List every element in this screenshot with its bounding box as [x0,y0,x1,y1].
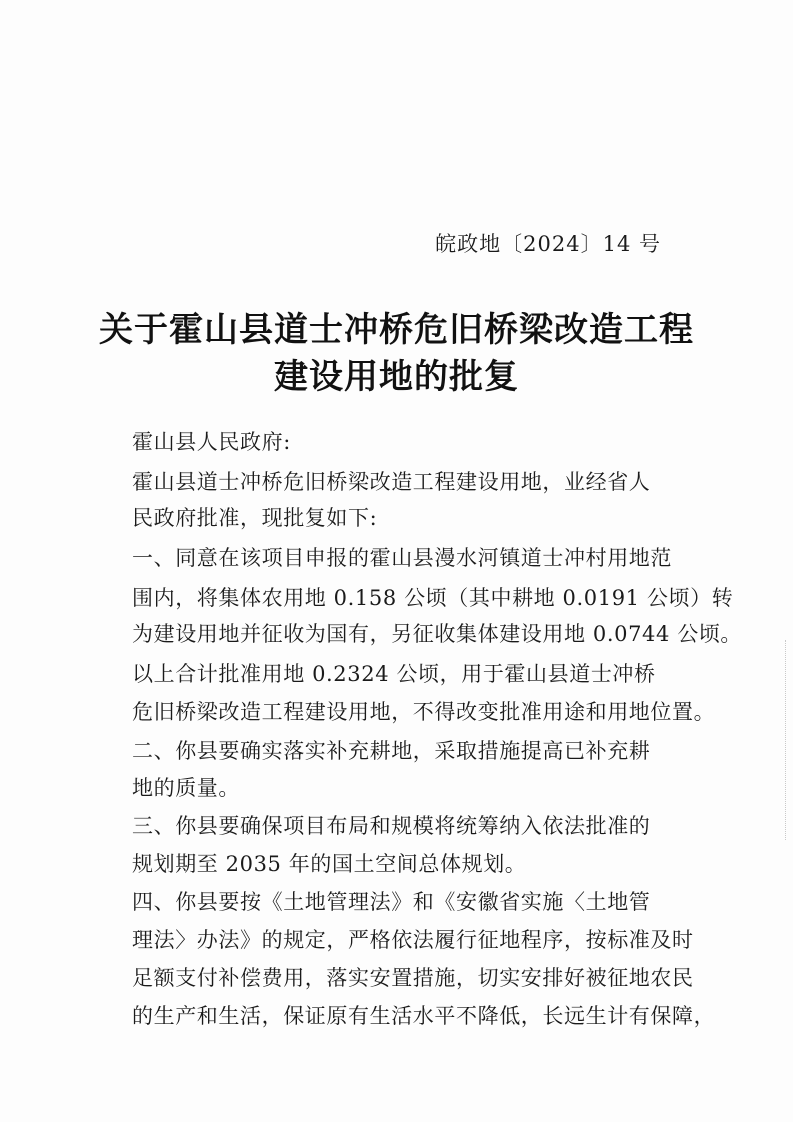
document-number: 皖政地〔2024〕14 号 [435,232,661,256]
scan-edge-mark [785,640,789,840]
body-line: 规划期至 2035 年的国土空间总体规划。 [132,852,527,876]
body-line: 地的质量。 [132,776,240,800]
body-line: 围内，将集体农用地 0.158 公顷（其中耕地 0.0191 公顷）转 [132,586,734,610]
body-line: 二、你县要确实落实补充耕地，采取措施提高已补充耕 [132,739,651,763]
body-line: 以上合计批准用地 0.2324 公顷，用于霍山县道士冲桥 [132,662,656,686]
body-line: 霍山县道士冲桥危旧桥梁改造工程建设用地，业经省人 [132,470,651,494]
body-line: 霍山县人民政府: [132,430,291,454]
body-line: 四、你县要按《土地管理法》和《安徽省实施〈土地管 [132,890,651,914]
body-line: 一、同意在该项目申报的霍山县漫水河镇道士冲村用地范 [132,546,672,570]
body-line: 为建设用地并征收为国有，另征收集体建设用地 0.0744 公顷。 [132,622,743,646]
body-line: 理法〉办法》的规定，严格依法履行征地程序，按标准及时 [132,928,694,952]
body-line: 三、你县要确保项目布局和规模将统筹纳入依法批准的 [132,814,651,838]
document-title-line-2: 建设用地的批复 [274,357,519,397]
body-line: 足额支付补偿费用，落实安置措施，切实安排好被征地农民 [132,966,694,990]
body-line: 的生产和生活，保证原有生活水平不降低，长远生计有保障， [132,1004,716,1028]
body-line: 民政府批准，现批复如下: [132,506,378,530]
document-title-line-1: 关于霍山县道士冲桥危旧桥梁改造工程 [99,310,694,350]
body-line: 危旧桥梁改造工程建设用地，不得改变批准用途和用地位置。 [132,700,716,724]
